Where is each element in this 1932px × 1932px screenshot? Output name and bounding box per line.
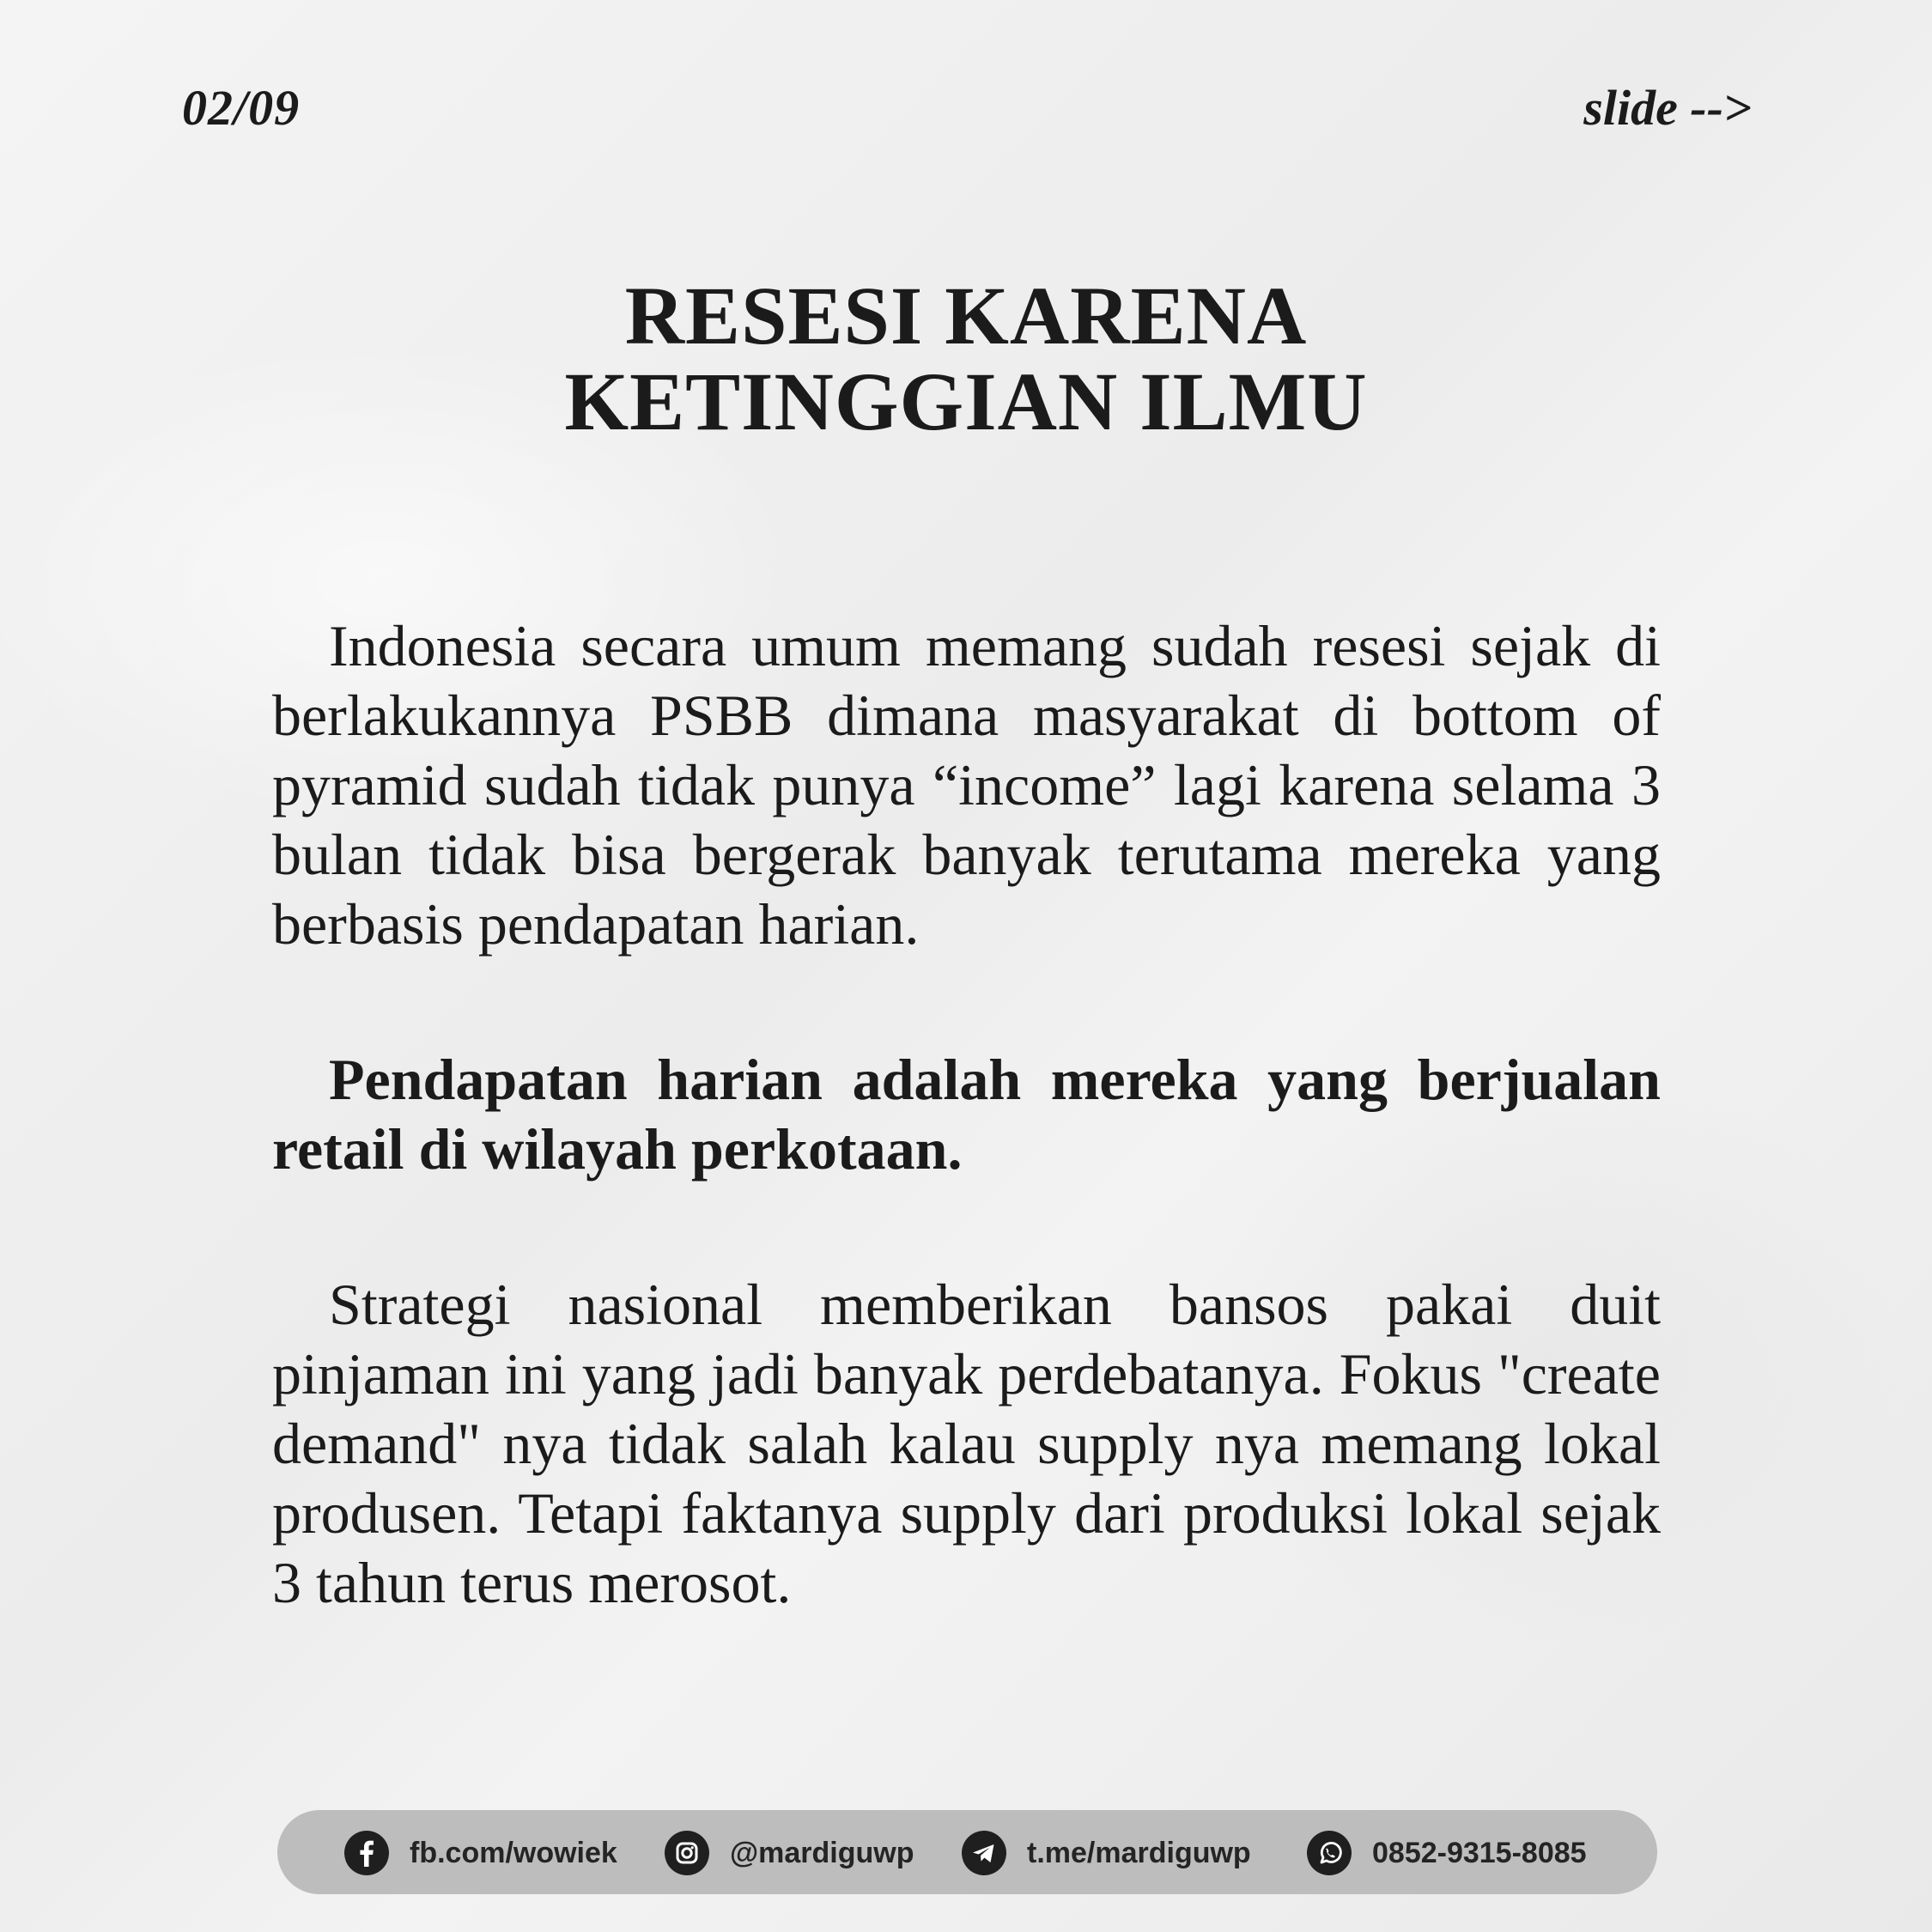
paragraph-2-highlight: Pendapatan harian adalah mereka yang berjualan retail di wilayah perkotaan. <box>272 1047 1661 1182</box>
social-whatsapp-label: 0852-9315-8085 <box>1372 1836 1587 1869</box>
title-line-1: RESESI KARENA <box>624 270 1308 361</box>
instagram-icon <box>665 1831 709 1875</box>
social-facebook[interactable] <box>344 1831 617 1875</box>
page-title <box>0 270 1932 447</box>
social-telegram-label: t.me/mardiguwp <box>1027 1836 1251 1869</box>
social-instagram-label: @mardiguwp <box>730 1836 914 1869</box>
whatsapp-icon <box>1307 1831 1352 1875</box>
social-instagram[interactable] <box>665 1831 914 1875</box>
paragraph-1: Indonesia secara umum memang sudah resesi sejak di berlakukannya PSBB dimana masyarakat di bottom of pyramid sudah tidak punya “income” lagi karena selama 3 bulan tidak bisa bergerak banyak terutama mereka yang berbasis pendapatan harian. <box>272 613 1661 957</box>
page-number: 02/09 <box>182 80 301 136</box>
telegram-icon <box>962 1831 1006 1875</box>
social-bar <box>277 1810 1657 1894</box>
slide-hint[interactable]: slide --> <box>1583 80 1752 136</box>
paragraph-3: Strategi nasional memberikan bansos pakai duit pinjaman ini yang jadi banyak perdebatanya. Fokus "create demand" nya tidak salah kalau supply nya memang lokal produsen. Tetapi faktanya supply dari produksi lokal sejak 3 tahun terus merosot. <box>272 1272 1661 1615</box>
article-body <box>272 611 1661 1704</box>
title-line-2: KETINGGIAN ILMU <box>564 355 1368 447</box>
social-facebook-label: fb.com/wowiek <box>410 1836 617 1869</box>
social-whatsapp[interactable] <box>1307 1831 1587 1875</box>
social-telegram[interactable] <box>962 1831 1251 1875</box>
facebook-icon <box>344 1831 389 1875</box>
